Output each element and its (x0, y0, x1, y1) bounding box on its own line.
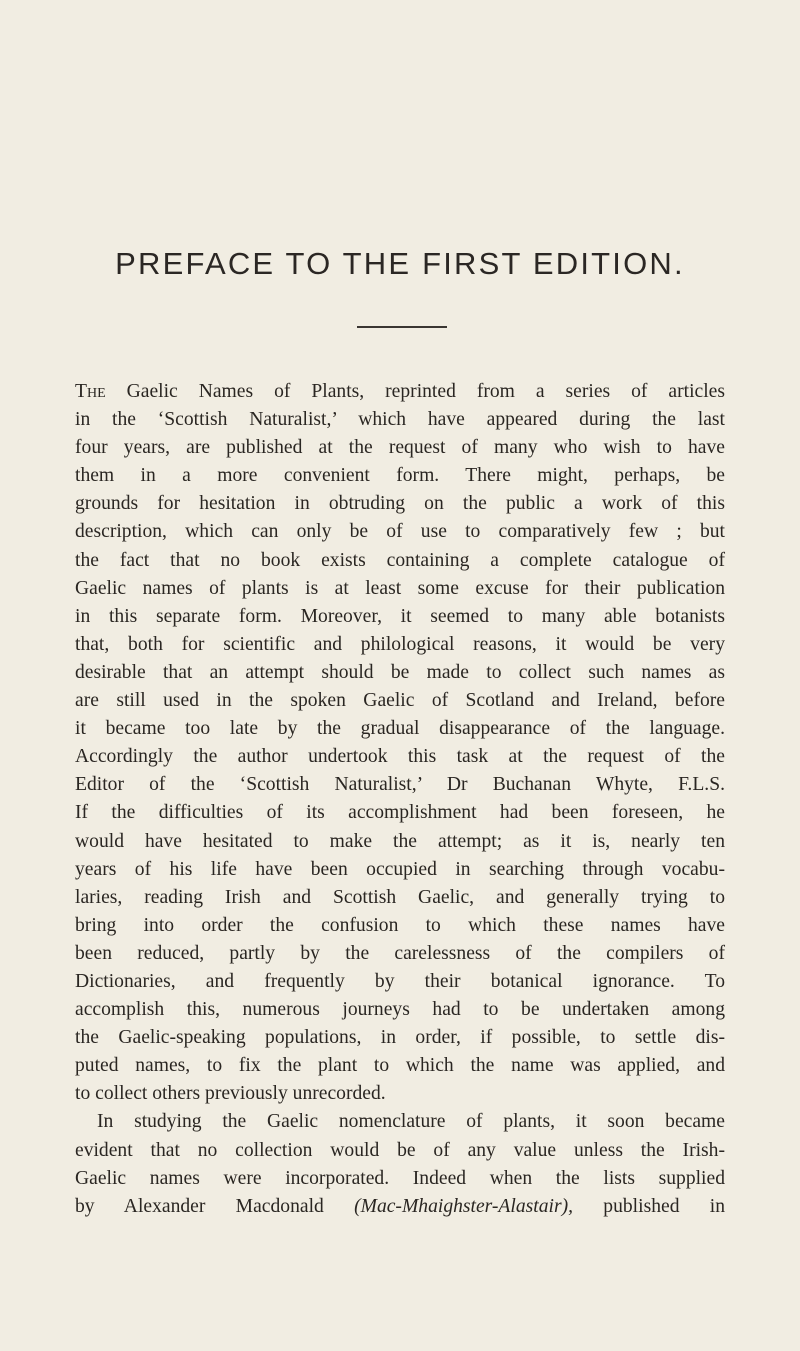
text-line: In studying the Gaelic nomenclature of plants, it soon became (97, 1111, 725, 1133)
paragraph-2 (75, 1108, 725, 1220)
text-line: evident that no collection would be of any value unless the Irish- (75, 1139, 725, 1161)
preface-body (75, 378, 725, 1221)
text-line: Accordingly the author undertook this task at the request of the (75, 746, 725, 768)
text-line: four years, are published at the request of many who wish to have (75, 437, 725, 459)
title-divider (357, 326, 447, 328)
text-line: are still used in the spoken Gaelic of Scotland and Ireland, before (75, 690, 725, 712)
text-line: grounds for hesitation in obtruding on the public a work of this (75, 493, 725, 515)
italic-gaelic-name: (Mac-Mhaighster-Alastair), (354, 1195, 574, 1217)
text-line: Gaelic names were incorporated. Indeed when the lists supplied (75, 1167, 725, 1189)
text-line: laries, reading Irish and Scottish Gaelic, and generally trying to (75, 886, 725, 908)
first-word: The (75, 381, 106, 402)
text-line: Gaelic names of plants is at least some excuse for their publication (75, 577, 725, 599)
text-line: them in a more convenient form. There might, perhaps, be (75, 465, 725, 487)
text-line: description, which can only be of use to comparatively few ; but (75, 521, 725, 543)
text-line: to collect others previously unrecorded. (75, 1083, 386, 1105)
text-line: by Alexander Macdonald (Mac-Mhaighster-Alastair), published in (75, 1195, 726, 1217)
text-line: would have hesitated to make the attempt; as it is, nearly ten (75, 830, 725, 852)
text-line: desirable that an attempt should be made to collect such names as (75, 661, 725, 683)
text-line: the fact that no book exists containing a complete catalogue of (75, 549, 725, 571)
text-line: in this separate form. Moreover, it seemed to many able botanists (75, 605, 725, 627)
text-line: puted names, to fix the plant to which the name was applied, and (75, 1055, 725, 1077)
text-line: in the ‘Scottish Naturalist,’ which have appeared during the last (75, 409, 725, 431)
text-line: bring into order the confusion to which these names have (75, 914, 725, 936)
text-line: accomplish this, numerous journeys had to be undertaken among (75, 999, 725, 1021)
text-line: that, both for scientific and philological reasons, it would be very (75, 633, 725, 655)
text-line: Editor of the ‘Scottish Naturalist,’ Dr Buchanan Whyte, F.L.S. (75, 774, 725, 796)
text-line: it became too late by the gradual disappearance of the language. (75, 718, 725, 740)
text-line: been reduced, partly by the carelessness of the compilers of (75, 942, 725, 964)
text-line: If the difficulties of its accomplishment had been foreseen, he (75, 802, 725, 824)
paragraph-1 (75, 378, 725, 1108)
text-line: the Gaelic-speaking populations, in order, if possible, to settle dis- (75, 1027, 725, 1049)
text-line: Dictionaries, and frequently by their botanical ignorance. To (75, 970, 725, 992)
text-line: years of his life have been occupied in searching through vocabu- (75, 858, 725, 880)
text-line: The Gaelic Names of Plants, reprinted from a series of articles (75, 381, 725, 402)
page-title: PREFACE TO THE FIRST EDITION. (115, 246, 685, 281)
